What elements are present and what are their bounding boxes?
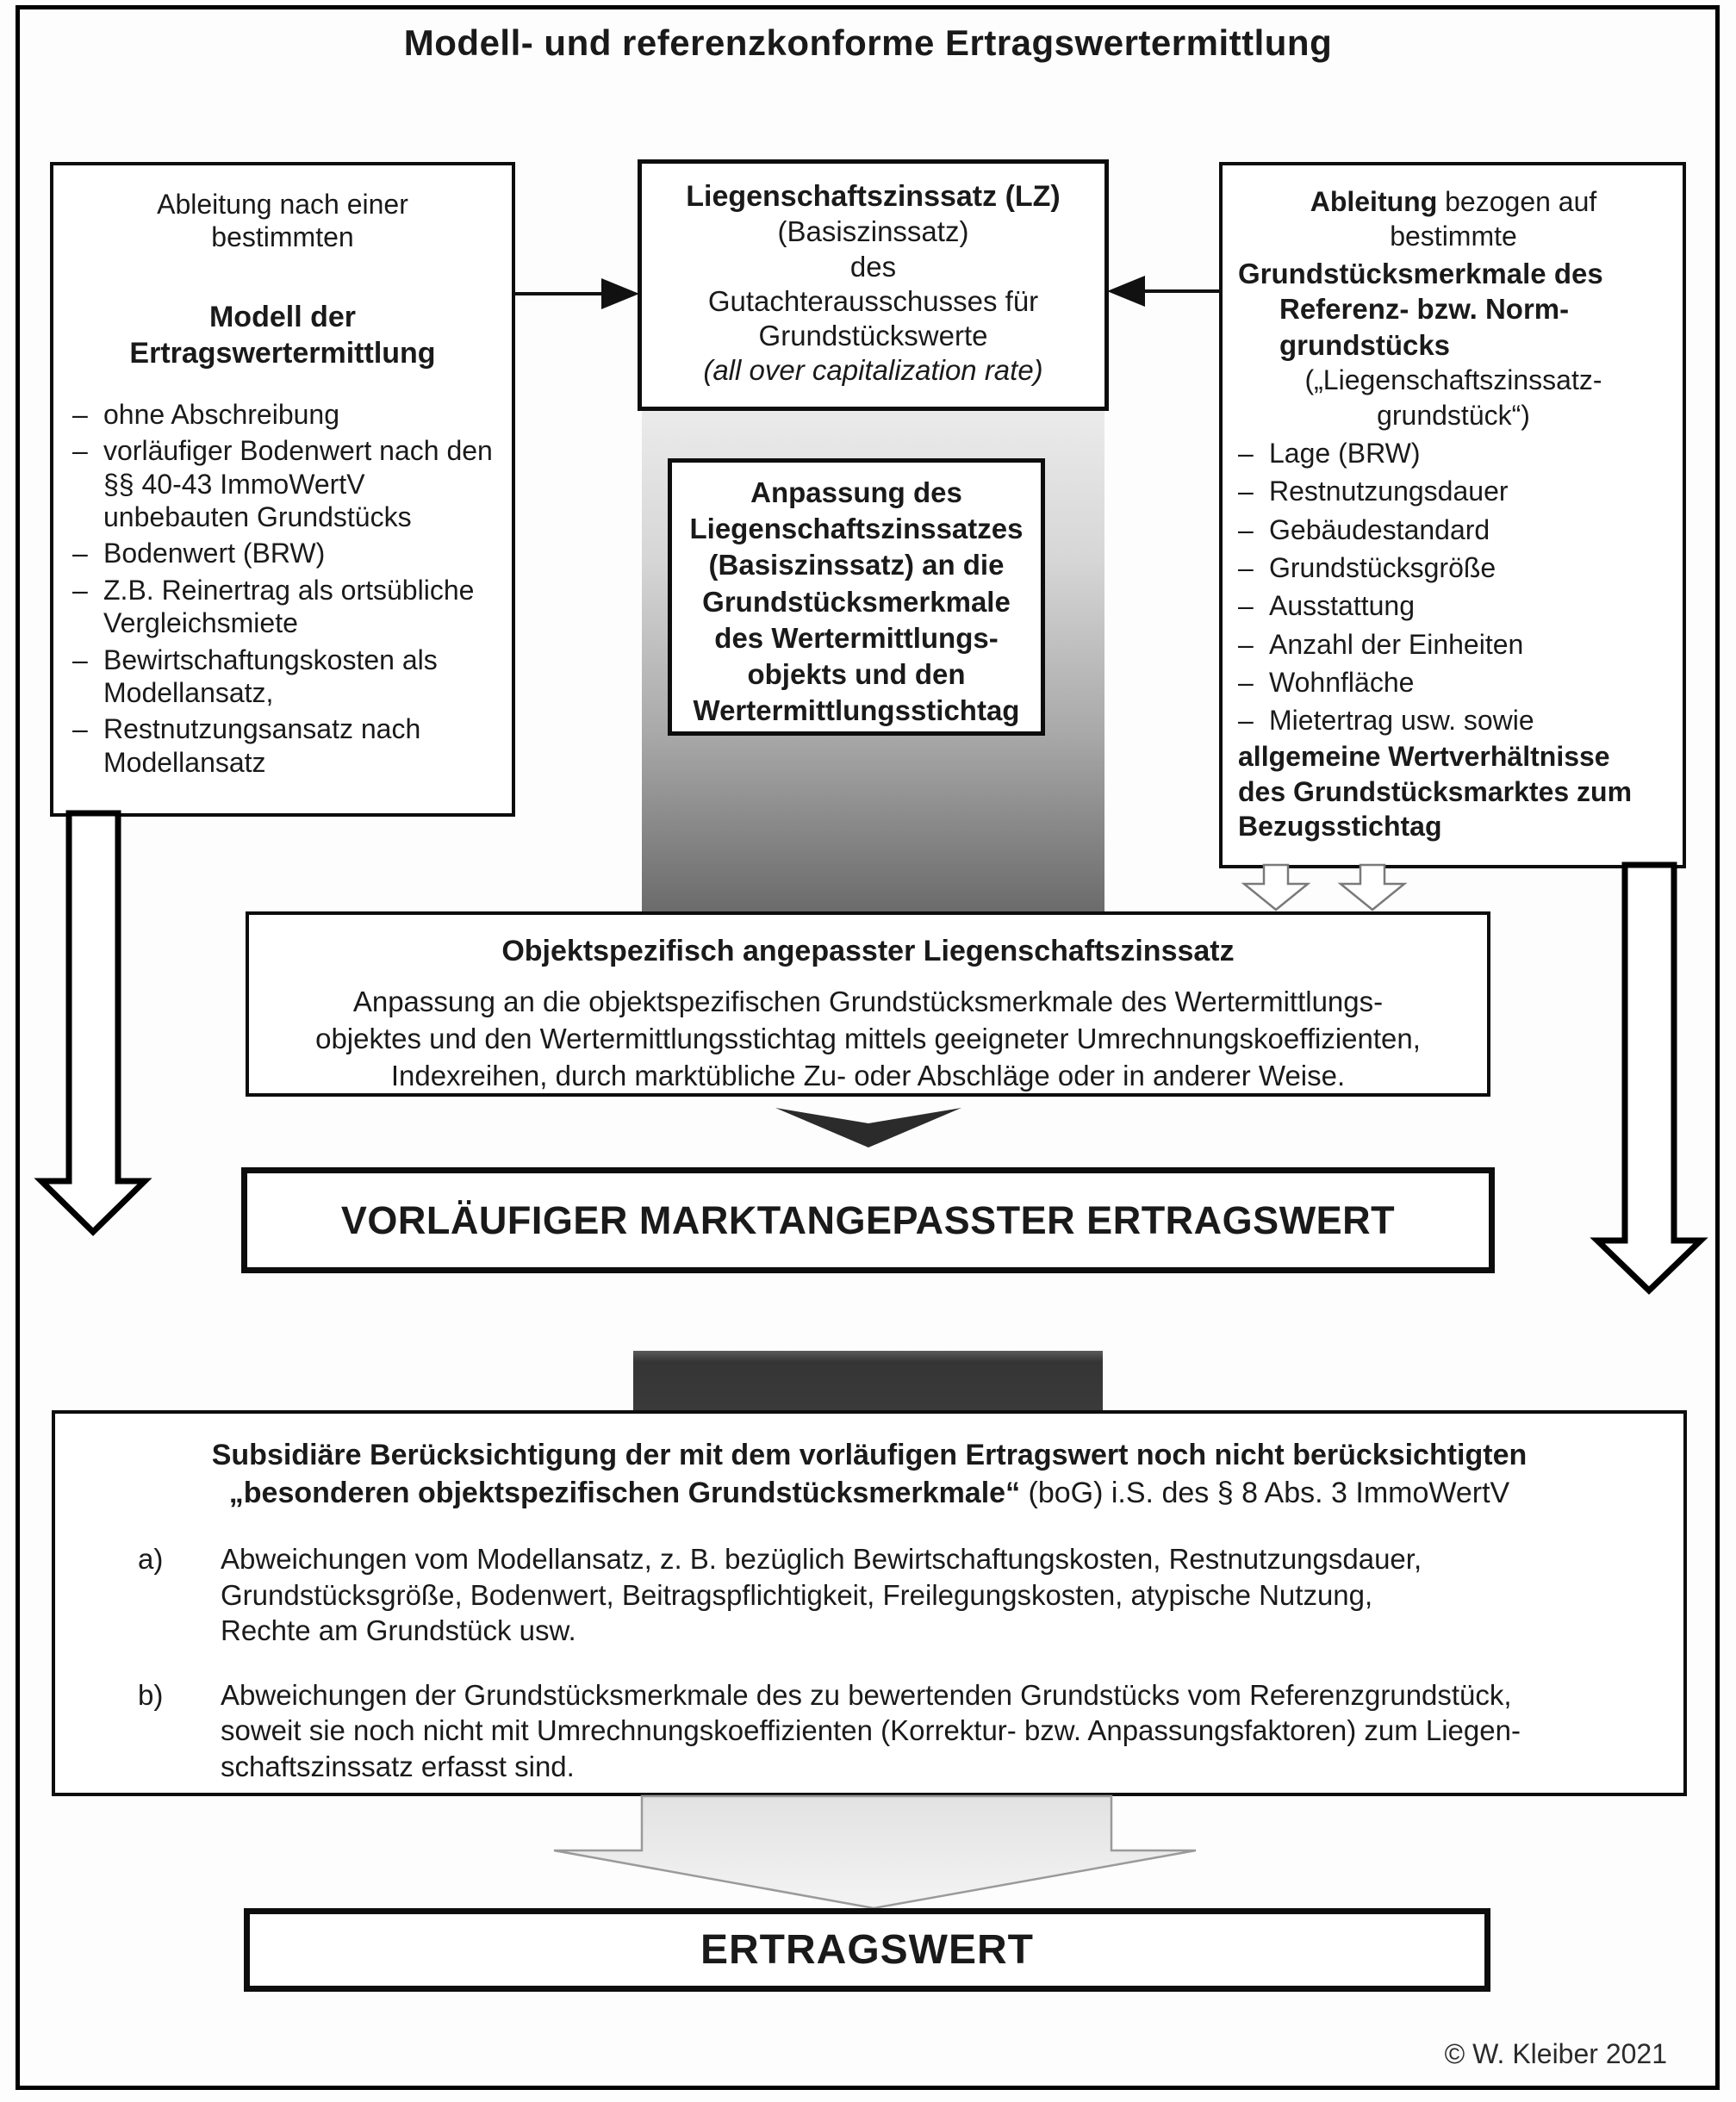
left-heading-line: Modell der: [208, 300, 357, 333]
objekt-body-line: objektes und den Wertermittlungsstichtag mittels geeigneter Umrechnungskoeffizienten,: [315, 1023, 1421, 1055]
objektspezifisch-box: [246, 911, 1490, 1097]
dash-bullet: –: [1238, 513, 1254, 545]
list-item: – Bodenwert (BRW): [72, 538, 326, 569]
liegenschaftszinssatz-box: [638, 159, 1109, 411]
list-item: – Restnutzungsansatz nach Modellansatz: [72, 713, 421, 778]
adjust-line: objekts und den: [747, 658, 966, 691]
dash-bullet: –: [72, 398, 88, 430]
anpassung-box: [668, 458, 1045, 736]
ertragswert-box: ERTRAGSWERT: [244, 1908, 1490, 1992]
dash-bullet: –: [72, 713, 88, 745]
dash-bullet: –: [1238, 628, 1254, 660]
center-box-line: des: [849, 250, 897, 283]
item-a-label: a): [138, 1543, 164, 1576]
long-down-arrow-right-icon: [1590, 865, 1708, 1296]
right-intro-line: bestimmte: [1390, 221, 1517, 252]
reference-derivation-box: [1219, 162, 1686, 868]
left-heading: [72, 299, 493, 372]
objekt-body-line: Anpassung an die objektspezifischen Grundstücksmerkmale des Wertermittlungs-: [352, 986, 1384, 1018]
right-footer: allgemeine Wertverhältnisse des Grundstücksmarktes zum Bezugsstichtag: [1238, 741, 1633, 843]
list-item: – ohne Abschreibung: [72, 398, 339, 430]
subsid-item-a: a) Abweichungen vom Modellansatz, z. B. bezüglich Bewirtschaftungskosten, Restnutzungsdauer, Grundstücksgröße, Bodenwert, Beitragspflichtigkeit, Freilegungskosten, atypische Nutzung, Rechte am Grundstück usw.: [55, 1541, 1683, 1648]
dash-bullet: –: [1238, 666, 1254, 698]
list-item: – Ausstattung: [1238, 588, 1669, 623]
adjust-line: (Basiszinssatz) an die: [708, 549, 1005, 581]
right-heading: Grundstücksmerkmale des Referenz- bzw. Norm- grundstücks: [1238, 257, 1603, 361]
dash-bullet: –: [1238, 705, 1254, 737]
list-item: – vorläufiger Bodenwert nach den §§ 40-43 ImmoWertV unbebauten Grundstücks: [72, 435, 493, 532]
list-item: – Wohnfläche: [1238, 665, 1669, 700]
dash-bullet: –: [72, 538, 88, 569]
subsid-heading: Subsidiäre Berücksichtigung der mit dem vorläufigen Ertragswert noch nicht berücksichtigten „besonderen objektspezifischen Grundstücksmerkmale“ (boG) i.S. des § 8 Abs. 3 ImmoWertV: [211, 1439, 1528, 1510]
model-derivation-box: [50, 162, 515, 817]
dash-bullet: –: [72, 574, 88, 606]
black-chevron-down-icon: [772, 1106, 965, 1151]
dark-connector-band: [633, 1351, 1103, 1411]
dash-bullet: –: [72, 435, 88, 467]
adjust-line: Liegenschaftszinssatzes: [689, 513, 1024, 545]
objekt-title: Objektspezifisch angepasster Liegenschaftszinssatz: [501, 935, 1235, 967]
list-item: – Anzahl der Einheiten: [1238, 627, 1669, 662]
list-item: – Lage (BRW): [1238, 436, 1669, 470]
adjust-line: Anpassung des: [750, 476, 962, 508]
left-intro-line: Ableitung nach einer: [157, 189, 408, 220]
arrow-right-to-center-icon: [1105, 270, 1223, 313]
dash-bullet: –: [72, 644, 88, 675]
vorlaeufiger-ertragswert-box: VORLÄUFIGER MARKTANGEPASSTER ERTRAGSWERT: [241, 1167, 1495, 1273]
list-item: – Bewirtschaftungskosten als Modellansatz,: [72, 644, 438, 708]
subsidiaere-box: [52, 1410, 1687, 1796]
list-item: – Z.B. Reinertrag als ortsübliche Vergleichsmiete: [72, 574, 475, 639]
list-item: – Gebäudestandard: [1238, 513, 1669, 547]
left-intro-line: bestimmten: [211, 221, 354, 253]
center-box-title: Liegenschaftszinssatz (LZ): [686, 180, 1061, 213]
dash-bullet: –: [1238, 590, 1254, 622]
item-b-label: b): [138, 1679, 164, 1712]
list-item: – Mietertrag usw. sowie: [1238, 703, 1669, 737]
objekt-body-line: Indexreihen, durch marktübliche Zu- oder Abschläge oder in anderer Weise.: [390, 1059, 1346, 1091]
arrow-left-to-center-icon: [512, 272, 641, 315]
list-item: – Grundstücksgröße: [1238, 550, 1669, 585]
subsid-item-b: b) Abweichungen der Grundstücksmerkmale des zu bewertenden Grundstücks vom Referenzgrundstück, soweit sie noch nicht mit Umrechnungskoeffizienten (Korrektur- bzw. Anpassungsfaktoren) zum Liegen- schaftszinssatz erfasst sind.: [55, 1677, 1683, 1784]
page-title: Modell- und referenzkonforme Ertragswertermittlung: [403, 22, 1333, 63]
center-box-note: (all over capitalization rate): [703, 354, 1043, 387]
dash-bullet: –: [1238, 476, 1254, 507]
long-down-arrow-left-icon: [34, 813, 152, 1241]
dash-bullet: –: [1238, 437, 1254, 469]
center-box-line: (Basiszinssatz): [777, 215, 969, 248]
left-heading-line: Ertragswertermittlung: [129, 337, 436, 370]
right-intro-line: Ableitung bezogen auf: [1310, 186, 1597, 217]
copyright-note: © W. Kleiber 2021: [1444, 2038, 1667, 2069]
adjust-line: Grundstücksmerkmale: [702, 585, 1011, 618]
center-box-line: Grundstückswerte: [758, 320, 988, 352]
adjust-line: Wertermittlungsstichtag: [693, 694, 1020, 727]
big-gray-down-arrow-icon: [541, 1794, 1206, 1915]
center-box-line: Gutachterausschusses für: [707, 284, 1039, 317]
small-down-arrows-icon: [1232, 865, 1422, 913]
list-item: – Restnutzungsdauer: [1238, 474, 1669, 508]
adjust-line: des Wertermittlungs-: [714, 621, 999, 654]
right-subnote-line: („Liegenschaftszinssatz-: [1304, 364, 1602, 396]
right-subnote-line: grundstück“): [1377, 399, 1530, 431]
dash-bullet: –: [1238, 551, 1254, 583]
